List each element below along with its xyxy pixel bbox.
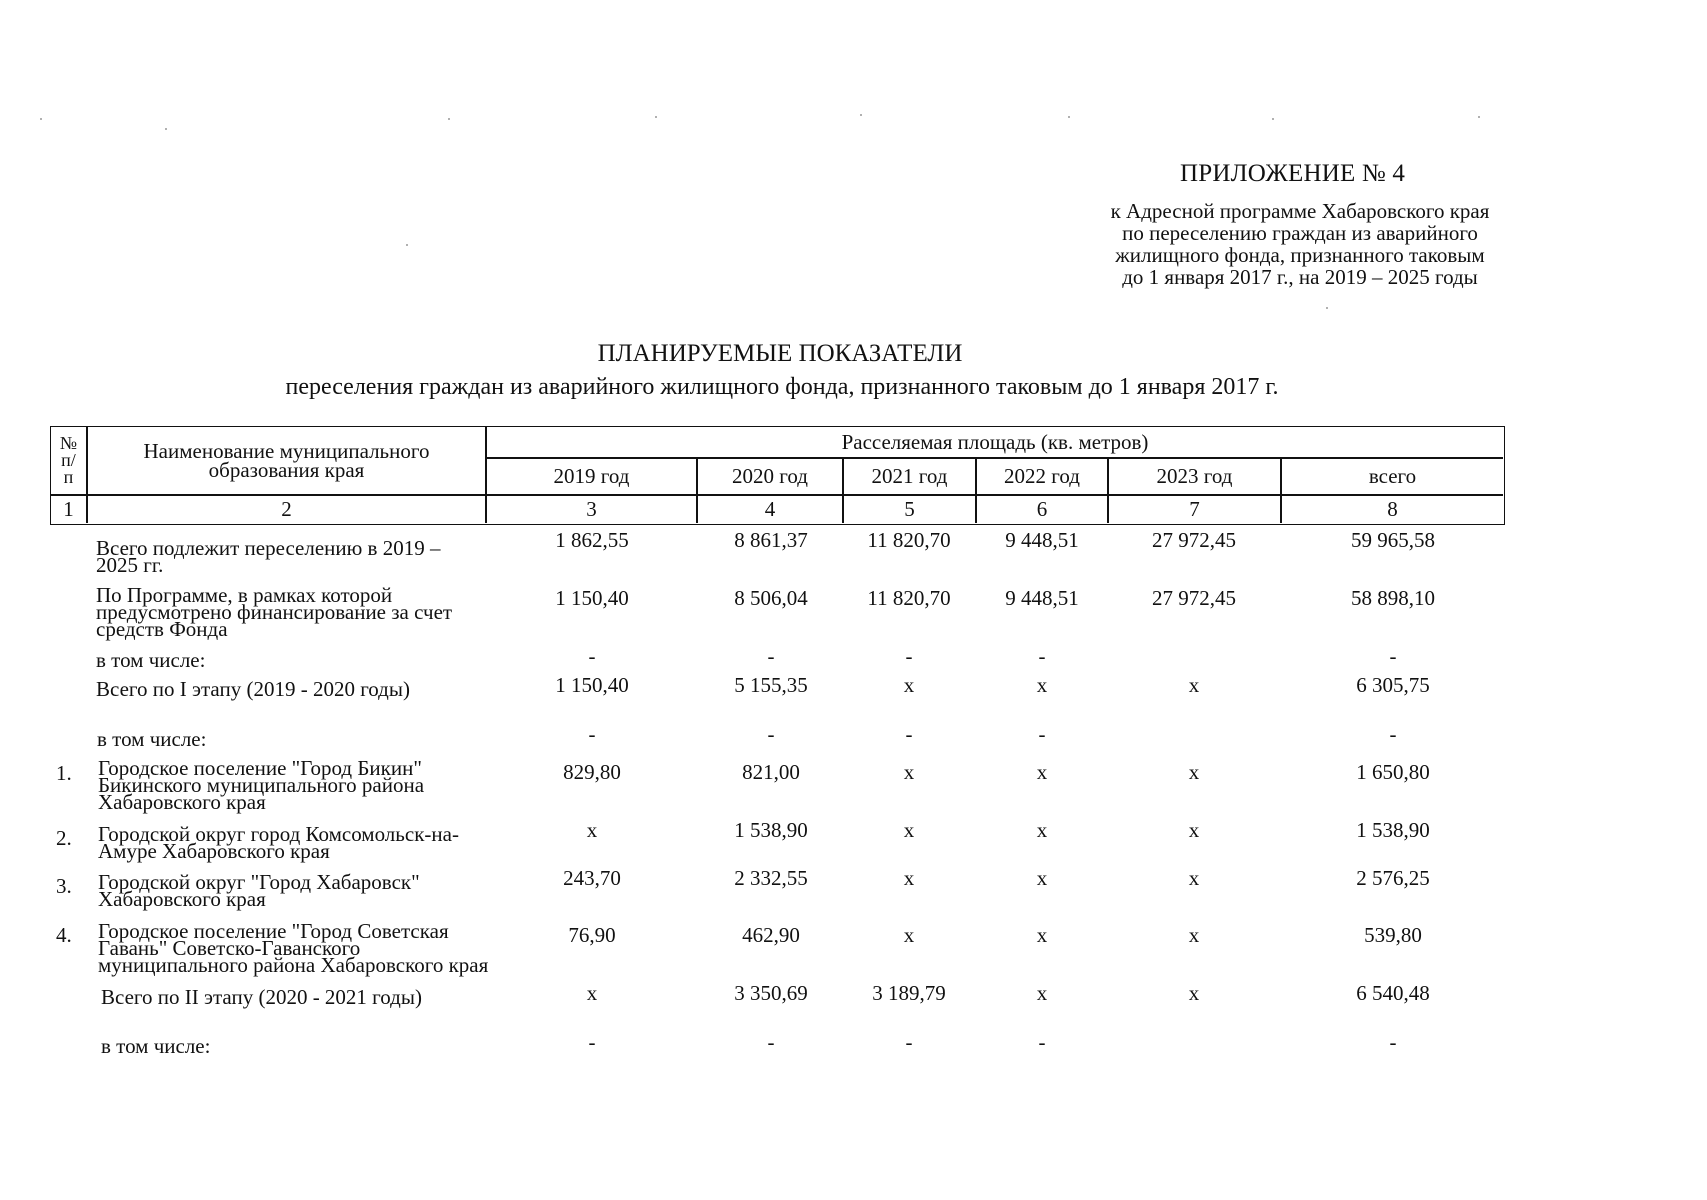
row-name: Городское поселение "Город Бикин" Бикинского муниципального района Хабаровского края — [98, 756, 425, 814]
value-2021: x — [903, 818, 915, 842]
value-2020: 8 506,04 — [734, 586, 808, 610]
year-header: 2020 год — [732, 464, 808, 488]
row-name: Всего по II этапу (2020 - 2021 годы) — [101, 985, 422, 1009]
index-cell: 1 — [63, 497, 74, 521]
value-2021: - — [905, 644, 913, 668]
value-2019: 1 150,40 — [555, 586, 629, 610]
value-2020: 5 155,35 — [734, 673, 808, 697]
value-2021: - — [905, 1030, 913, 1054]
index-cell: 2 — [281, 497, 292, 521]
appendix-line: до 1 января 2017 г., на 2019 – 2025 годы — [1122, 265, 1478, 289]
value-2022: x — [1036, 760, 1048, 784]
value-2020: - — [767, 722, 775, 746]
group-header: Расселяемая площадь (кв. метров) — [841, 429, 1149, 454]
value-2023: x — [1188, 923, 1200, 947]
row-name: в том числе: — [97, 727, 207, 751]
index-cell: 3 — [586, 497, 597, 521]
value-2020: 3 350,69 — [734, 981, 808, 1005]
value-2022: 9 448,51 — [1005, 528, 1079, 552]
value-2020: - — [767, 1030, 775, 1054]
value-2020: 821,00 — [742, 760, 800, 784]
value-2019: 1 862,55 — [555, 528, 629, 552]
value-2023: x — [1188, 866, 1200, 890]
col-name-header: Наименование муниципального образования края — [143, 438, 430, 482]
scan-dot — [655, 116, 657, 118]
scan-dot — [1326, 307, 1328, 309]
value-2020: 2 332,55 — [734, 866, 808, 890]
value-total: 1 650,80 — [1356, 760, 1430, 784]
value-2019: x — [586, 818, 598, 842]
value-2019: - — [588, 1030, 596, 1054]
value-total: 2 576,25 — [1356, 866, 1430, 890]
value-total: 539,80 — [1364, 923, 1422, 947]
scan-dot — [860, 114, 862, 116]
value-total: 1 538,90 — [1356, 818, 1430, 842]
col-num-header: № п/ п — [59, 433, 78, 487]
row-number: 1. — [56, 761, 72, 785]
scan-dot — [448, 118, 450, 120]
value-2021: 3 189,79 — [872, 981, 946, 1005]
value-2021: 11 820,70 — [867, 586, 951, 610]
value-2023: x — [1188, 981, 1200, 1005]
value-2022: - — [1038, 1030, 1046, 1054]
value-2020: 462,90 — [742, 923, 800, 947]
value-2023: x — [1188, 818, 1200, 842]
appendix-title: ПРИЛОЖЕНИЕ № 4 — [1180, 160, 1406, 187]
value-2019: - — [588, 644, 596, 668]
value-2019: 1 150,40 — [555, 673, 629, 697]
scan-dot — [40, 118, 42, 120]
value-2020: 8 861,37 — [734, 528, 808, 552]
value-2020: 1 538,90 — [734, 818, 808, 842]
index-cell: 8 — [1387, 497, 1398, 521]
scan-dot — [1478, 116, 1480, 118]
index-cell: 5 — [904, 497, 915, 521]
value-2021: x — [903, 760, 915, 784]
value-2022: x — [1036, 818, 1048, 842]
row-name: Городское поселение "Город Советская Гавань" Советско-Гаванского муниципального района Хабаровского края — [98, 919, 489, 977]
year-header: 2022 год — [1004, 464, 1080, 488]
value-2022: x — [1036, 673, 1048, 697]
appendix-line: жилищного фонда, признанного таковым — [1115, 243, 1485, 267]
value-2020: - — [767, 644, 775, 668]
value-2021: 11 820,70 — [867, 528, 951, 552]
total-header: всего — [1368, 464, 1417, 488]
value-2021: x — [903, 673, 915, 697]
value-2023: x — [1188, 760, 1200, 784]
appendix-line: к Адресной программе Хабаровского края — [1110, 199, 1490, 223]
value-2019: - — [588, 722, 596, 746]
value-total: - — [1389, 722, 1397, 746]
document-title: ПЛАНИРУЕМЫЕ ПОКАЗАТЕЛИ — [597, 340, 963, 367]
value-total: - — [1389, 1030, 1397, 1054]
value-total: 6 305,75 — [1356, 673, 1430, 697]
value-2022: - — [1038, 644, 1046, 668]
appendix-subtitle — [1040, 200, 1560, 288]
row-name: Городской округ город Комсомольск-на-Амуре Хабаровского края — [98, 822, 459, 863]
value-2021: x — [903, 923, 915, 947]
row-name: в том числе: — [96, 648, 206, 672]
value-2019: 243,70 — [563, 866, 621, 890]
value-2023: 27 972,45 — [1152, 586, 1236, 610]
value-total: - — [1389, 644, 1397, 668]
row-name: Городской округ "Город Хабаровск" Хабаровского края — [98, 870, 420, 911]
appendix-line: по переселению граждан из аварийного — [1122, 221, 1478, 245]
year-header: 2019 год — [553, 464, 630, 488]
scan-dot — [165, 128, 167, 130]
value-2022: 9 448,51 — [1005, 586, 1079, 610]
year-header: 2021 год — [871, 464, 948, 488]
scan-dot — [406, 244, 408, 246]
row-name: Всего по I этапу (2019 - 2020 годы) — [96, 677, 410, 701]
value-2021: - — [905, 722, 913, 746]
value-2019: 829,80 — [563, 760, 621, 784]
value-2019: 76,90 — [568, 923, 616, 947]
value-2022: - — [1038, 722, 1046, 746]
value-2022: x — [1036, 866, 1048, 890]
table-header — [50, 426, 1505, 525]
value-2023: x — [1188, 673, 1200, 697]
value-2022: x — [1036, 923, 1048, 947]
row-name: По Программе, в рамках которой предусмотрено финансирование за счет средств Фонда — [96, 583, 453, 641]
value-total: 58 898,10 — [1351, 586, 1435, 610]
value-2021: x — [903, 866, 915, 890]
value-2022: x — [1036, 981, 1048, 1005]
year-header: 2023 год — [1156, 464, 1233, 488]
row-name: Всего подлежит переселению в 2019 – 2025 гг. — [96, 536, 441, 577]
row-name: в том числе: — [101, 1034, 211, 1058]
row-number: 2. — [56, 826, 72, 850]
value-total: 6 540,48 — [1356, 981, 1430, 1005]
index-cell: 4 — [764, 497, 776, 521]
value-2019: x — [586, 981, 598, 1005]
row-number: 4. — [56, 923, 72, 947]
row-number: 3. — [56, 874, 72, 898]
scan-dot — [1068, 116, 1070, 118]
value-2023: 27 972,45 — [1152, 528, 1236, 552]
index-cell: 7 — [1189, 497, 1200, 521]
value-total: 59 965,58 — [1351, 528, 1435, 552]
document-subtitle: переселения граждан из аварийного жилищного фонда, признанного таковым до 1 января 2017 г. — [285, 374, 1279, 400]
scan-dot — [1272, 118, 1274, 120]
index-cell: 6 — [1036, 497, 1048, 521]
